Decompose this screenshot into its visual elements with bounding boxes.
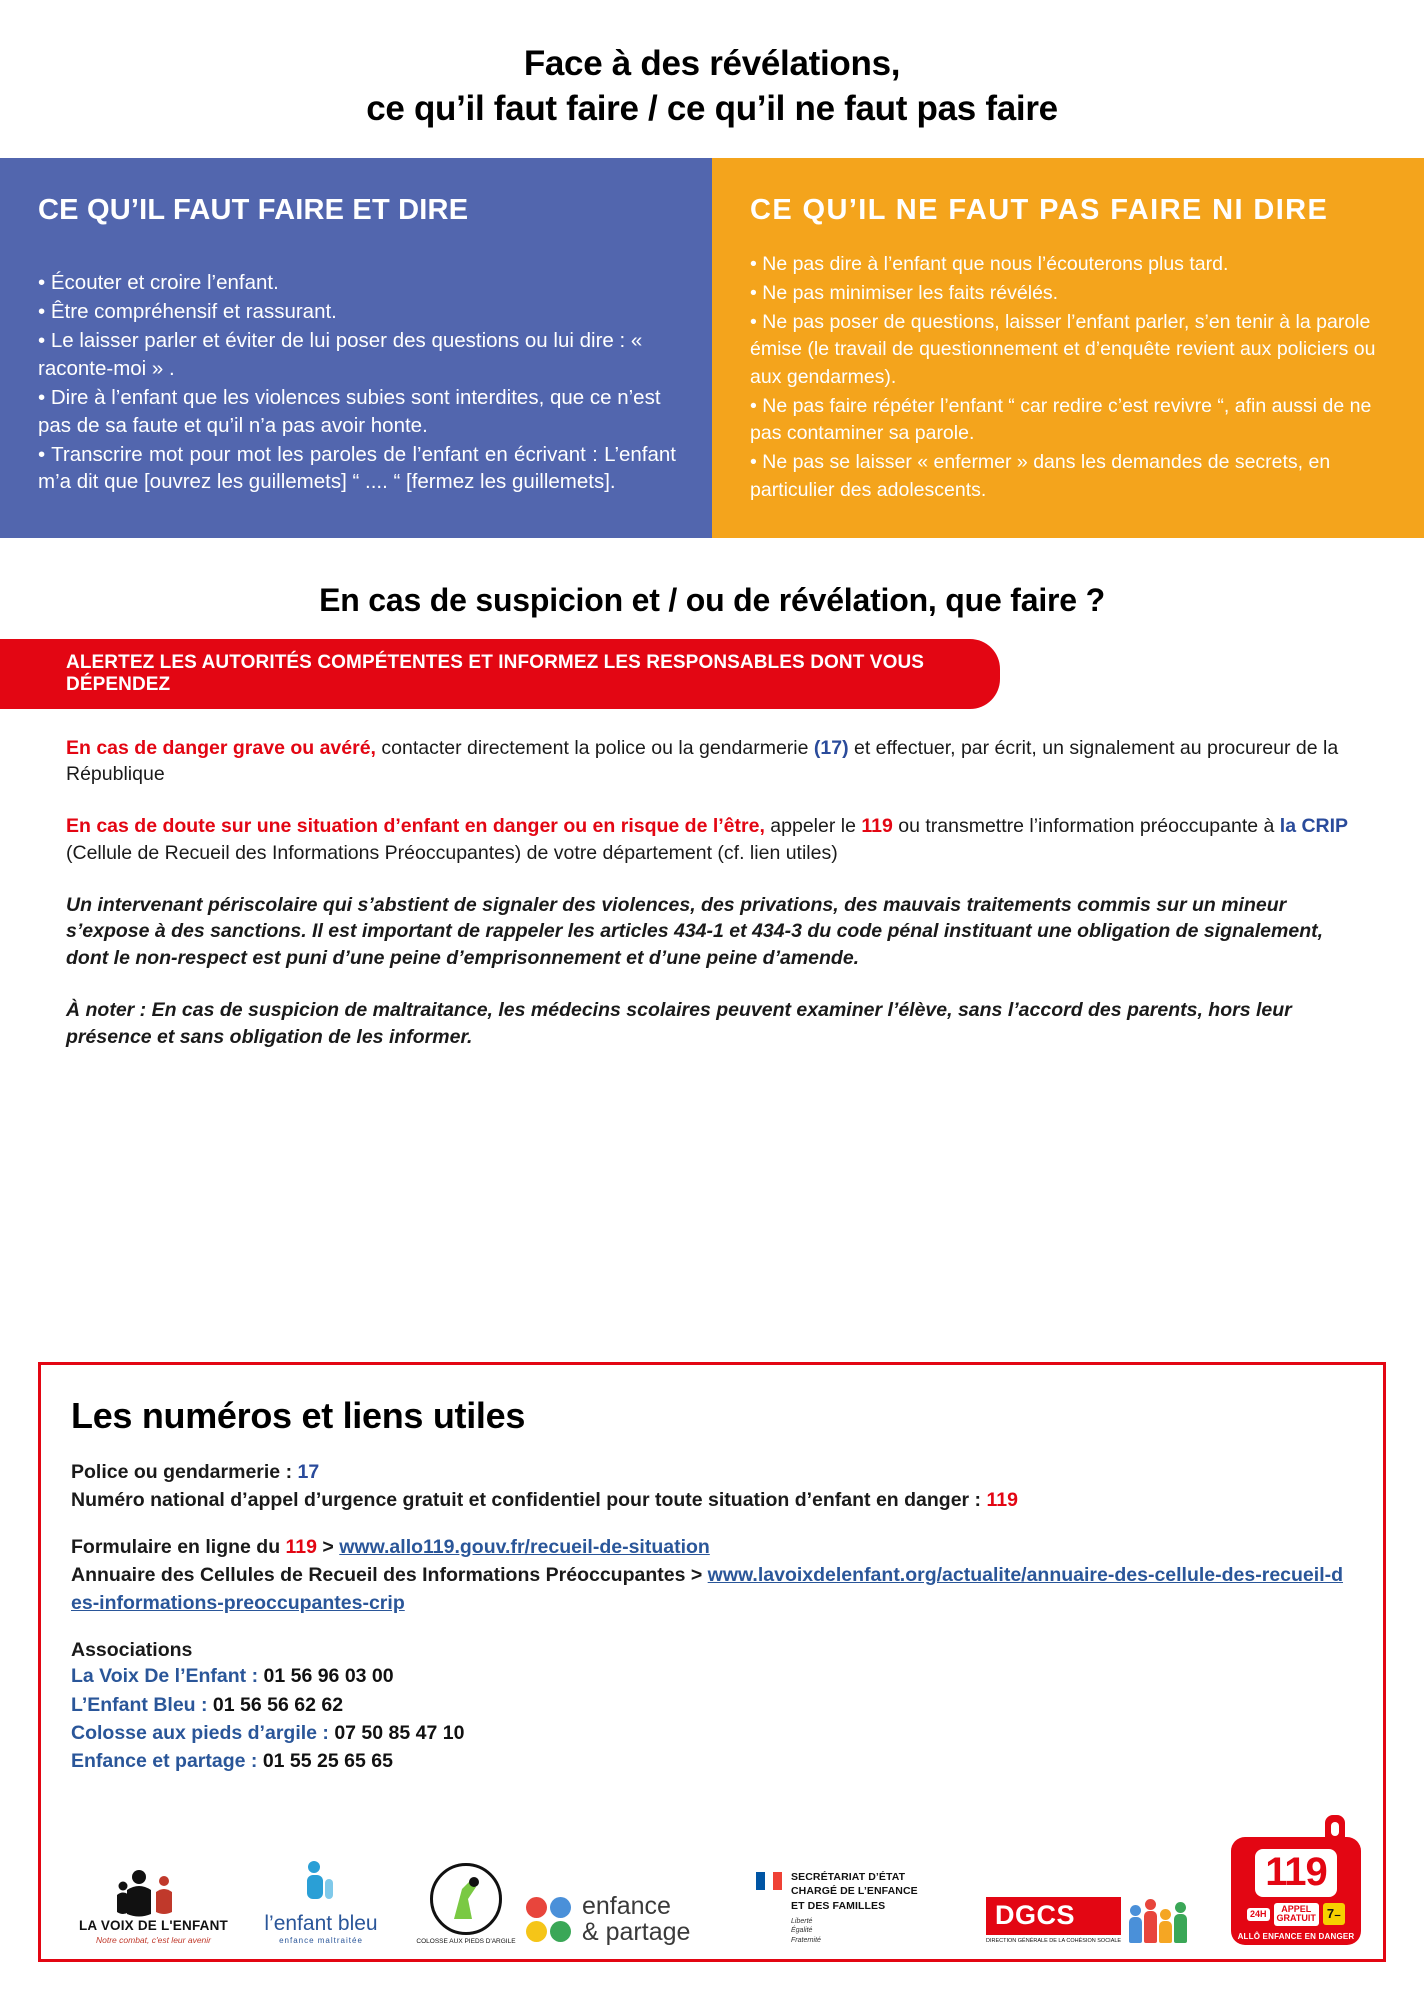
badge-age: 7₋ — [1323, 1903, 1345, 1925]
useful-numbers-title: Les numéros et liens utiles — [71, 1395, 526, 1436]
doute-tail: (Cellule de Recueil des Informations Préoccupantes) de votre département (cf. lien utiles) — [66, 841, 838, 864]
list-item: • Le laisser parler et éviter de lui poser des questions ou lui dire : « raconte-moi » . — [38, 329, 643, 380]
spacer — [71, 1514, 1353, 1534]
list-item: • Ne pas dire à l’enfant que nous l’écouterons plus tard. — [750, 253, 1229, 276]
doute-mid2: ou transmettre l’information préoccupante à — [892, 815, 1280, 838]
badge-gratuit: GRATUIT — [1276, 1913, 1316, 1924]
police-number: (17) — [813, 736, 849, 759]
danger-grave-mid: contacter directement la police ou la gendarmerie — [375, 736, 814, 759]
colosse-figure-icon — [430, 1863, 502, 1935]
danger-grave-lead: En cas de danger grave ou avéré, — [66, 736, 376, 759]
badge-24h: 24H — [1247, 1908, 1270, 1921]
list-item: • Écouter et croire l’enfant. — [38, 271, 279, 295]
blue-child-icon — [236, 1859, 406, 1912]
french-flag-icon — [756, 1872, 782, 1890]
national-row — [71, 1487, 1353, 1515]
list-item: • Dire à l’enfant que les violences subies sont interdites, que ce n’est pas de sa faute et qu’il n’a pas avoir honte. — [38, 385, 661, 437]
association-name: La Voix De l’Enfant : — [71, 1665, 264, 1688]
police-label: Police ou gendarmerie : — [71, 1461, 298, 1483]
logo-119-allo-enfance-en-danger — [1231, 1837, 1361, 1945]
logo-119-badges — [1247, 1903, 1345, 1926]
partner-logos — [71, 1835, 1361, 1945]
doute-lead: En cas de doute sur une situation d’enfant en danger ou en risque de l’être, — [66, 815, 765, 838]
annuaire-row — [71, 1562, 1353, 1617]
people-group-icon — [1129, 1899, 1187, 1943]
panel-do-heading: CE QU’IL FAUT FAIRE ET DIRE — [38, 193, 469, 226]
list-item: • Ne pas poser de questions, laisser l’enfant parler, s’en tenir à la parole émise (le travail de questionnement et d’enquête revient aux policiers ou aux gendarmes). — [750, 310, 1376, 389]
dgcs-text-block — [986, 1897, 1121, 1945]
list-item: • Ne pas se laisser « enfermer » dans les demandes de secrets, en particulier des adolescents. — [750, 451, 1331, 501]
logo-sec-motto3: Fraternité — [791, 1936, 821, 1944]
association-phone: 07 50 85 47 10 — [334, 1721, 465, 1744]
page-title-line-1: Face à des révélations, — [523, 44, 901, 83]
association-phone: 01 56 96 03 00 — [263, 1665, 394, 1688]
logo-lve-tagline: Notre combat, c'est leur avenir — [95, 1935, 211, 1945]
national-number-value: 119 — [986, 1488, 1018, 1511]
badge-appel-gratuit — [1274, 1903, 1319, 1926]
annuaire-label: Annuaire des Cellules de Recueil des Informations Préoccupantes > — [71, 1564, 708, 1587]
allo119-link[interactable]: www.allo119.gouv.fr/recueil-de-situation — [339, 1536, 710, 1559]
paragraph-doute — [66, 813, 1360, 866]
logo-cpa-tagline: COLOSSE AUX PIEDS D'ARGILE — [416, 1938, 516, 1945]
association-name: Colosse aux pieds d’argile : — [71, 1721, 335, 1744]
logo-dgcs-word: DGCS — [986, 1897, 1121, 1935]
lavoixdelenfant-link[interactable]: www.lavoixdelenfant.org/actualite/annuaire-des-cellule-des-recueil-des-informations-preoccupantes-crip — [71, 1564, 1344, 1614]
list-item: • Ne pas faire répéter l’enfant “ car redire c’est revivre “, afin aussi de ne pas contaminer sa parole. — [750, 394, 1372, 445]
logo-lenfant-bleu — [236, 1859, 406, 1945]
colored-dots-icon — [526, 1897, 572, 1943]
association-phone: 01 55 25 65 65 — [262, 1750, 393, 1773]
logo-119-caption: ALLÔ ENFANCE EN DANGER — [1237, 1931, 1355, 1941]
logo-sec-motto1: Liberté — [791, 1917, 813, 1925]
emergency-number-119: 119 — [861, 815, 893, 838]
danger-grave-tail: et effectuer, par écrit, un signalement au procureur de la République — [66, 736, 1339, 785]
family-figures-icon — [71, 1868, 236, 1918]
list-item: • Transcrire mot pour mot les paroles de l’enfant en écrivant : L’enfant m’a dit que [ouvrez les guillemets] “ .... “ [fermez les guillemets]. — [38, 442, 676, 494]
panel-what-not-to-do — [712, 158, 1424, 538]
list-item — [71, 1691, 1353, 1719]
panel-do-list — [38, 269, 676, 496]
list-item — [71, 1747, 1353, 1775]
panel-what-to-do — [0, 158, 712, 538]
crip-link[interactable]: la CRIP — [1279, 815, 1349, 838]
doute-mid: appeler le — [764, 815, 862, 838]
logo-119-number: 119 — [1255, 1849, 1337, 1897]
logo-enfance-et-partage — [526, 1894, 756, 1945]
logo-dgcs — [986, 1897, 1201, 1945]
associations-label: Associations — [71, 1639, 193, 1662]
useful-numbers-box — [38, 1362, 1386, 1962]
form-label-b: > — [317, 1536, 340, 1559]
police-row — [71, 1459, 1353, 1487]
panel-dont-list — [750, 251, 1388, 504]
logo-eb-title: l’enfant bleu — [264, 1912, 378, 1935]
national-label: Numéro national d’appel d’urgence gratuit et confidentiel pour toute situation d’enfant en danger : — [71, 1488, 987, 1511]
logo-ep-line1: enfance — [582, 1892, 671, 1920]
list-item — [71, 1719, 1353, 1747]
logo-ep-text — [582, 1894, 690, 1945]
form-label-a: Formulaire en ligne du — [71, 1536, 286, 1559]
list-item: • Être compréhensif et rassurant. — [38, 300, 337, 324]
association-name: L’Enfant Bleu : — [71, 1693, 213, 1716]
badge-appel: APPEL — [1281, 1904, 1312, 1914]
alert-banner: ALERTEZ LES AUTORITÉS COMPÉTENTES ET INFORMEZ LES RESPONSABLES DONT VOUS DÉPENDEZ — [0, 639, 1000, 709]
spacer — [71, 1617, 1353, 1637]
logo-sec-line1: SECRÉTARIAT D’ÉTAT — [791, 1871, 906, 1884]
logo-sec-line2: CHARGÉ DE L’ENFANCE — [791, 1885, 918, 1898]
logo-sec-line3: ET DES FAMILLES — [791, 1899, 886, 1912]
section-heading: En cas de suspicion et / ou de révélation, que faire ? — [319, 581, 1105, 618]
list-item: • Ne pas minimiser les faits révélés. — [750, 281, 1059, 304]
logo-dgcs-subtitle: DIRECTION GÉNÉRALE DE LA COHÉSION SOCIALE — [986, 1937, 1122, 1944]
paragraph-legal-obligation: Un intervenant périscolaire qui s’abstient de signaler des violences, des privations, des mauvais traitements commis sur un mineur s’expose à des sanctions. Il est important de rappeler les articles 434-1 et 434-3 du code pénal instituant une obligation de signalement, dont le non-respect est puni d’une peine d’emprisonnement et d’une peine d’amende. — [66, 893, 1324, 969]
logo-sec-text — [791, 1870, 918, 1945]
association-phone: 01 56 56 62 62 — [212, 1693, 344, 1716]
page-title-line-2: ce qu’il faut faire / ce qu’il ne faut pas faire — [366, 88, 1058, 128]
paragraph-note-medecins: À noter : En cas de suspicion de maltraitance, les médecins scolaires peuvent examiner l’élève, sans l’accord des parents, hors leur présence et sans obligation de les informer. — [66, 999, 1292, 1048]
logo-lve-title: LA VOIX DE L'ENFANT — [78, 1918, 229, 1933]
phone-handle-icon — [1325, 1815, 1345, 1845]
logo-sec-motto2: Égalité — [791, 1927, 813, 1935]
form-number: 119 — [285, 1536, 317, 1559]
list-item — [71, 1662, 1353, 1690]
do-dont-panels — [0, 158, 1424, 538]
logo-eb-tagline: enfance maltraitée — [279, 1936, 363, 1945]
guidance-text — [0, 709, 1424, 1051]
panel-dont-heading: CE QU’IL NE FAUT PAS FAIRE NI DIRE — [750, 193, 1329, 226]
police-number-value: 17 — [297, 1461, 320, 1483]
logo-la-voix-de-lenfant — [71, 1868, 236, 1945]
logo-secretariat-etat — [756, 1870, 986, 1945]
paragraph-danger-grave — [66, 735, 1360, 788]
form-row — [71, 1534, 1353, 1562]
page-title — [0, 0, 1424, 158]
logo-colosse-aux-pieds-dargile — [406, 1863, 526, 1945]
association-name: Enfance et partage : — [71, 1750, 263, 1773]
logo-ep-line2: & partage — [582, 1917, 691, 1946]
useful-numbers-body — [41, 1459, 1383, 1776]
